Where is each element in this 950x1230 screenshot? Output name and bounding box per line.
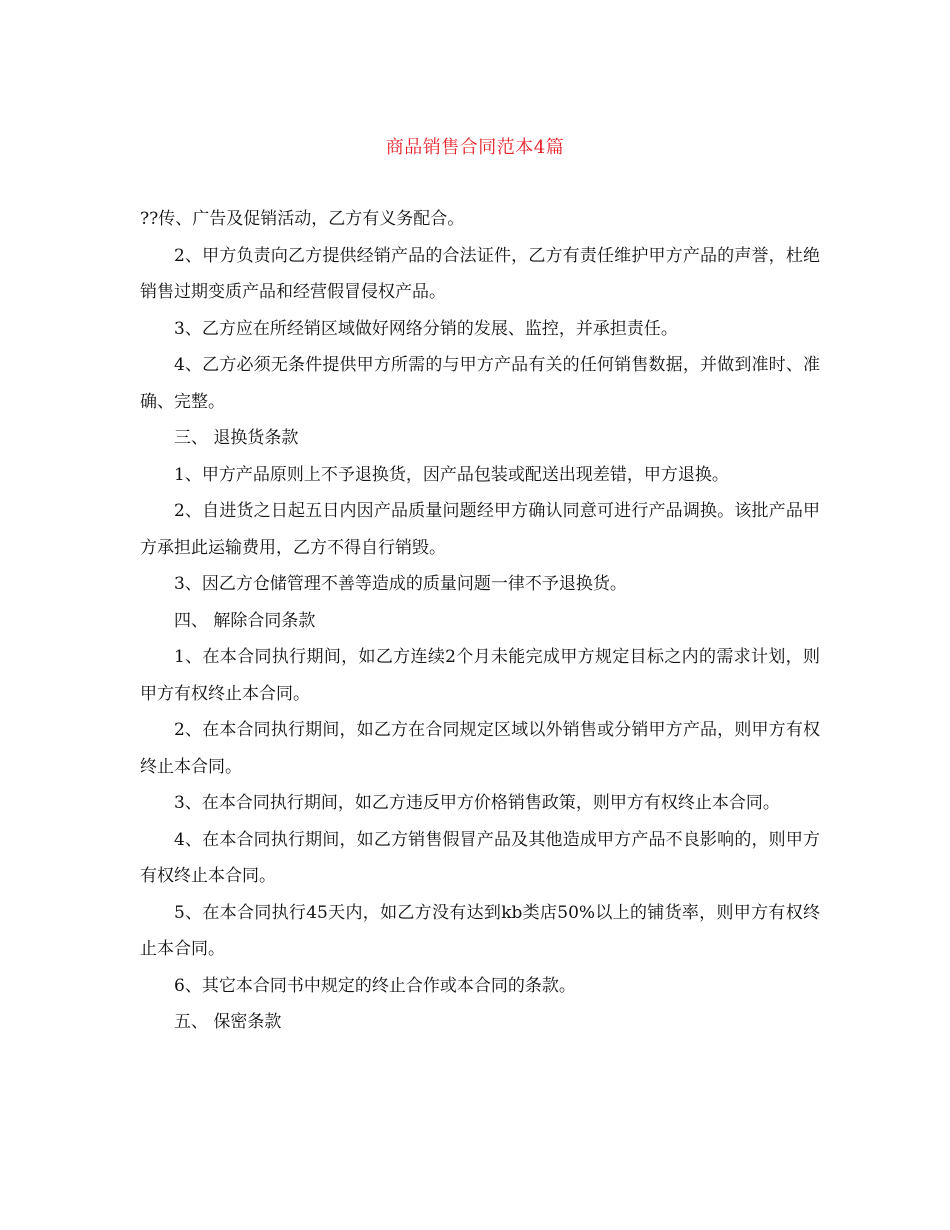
paragraph: 2、自进货之日起五日内因产品质量问题经甲方确认同意可进行产品调换。该批产品甲方承担此运输费用，乙方不得自行销毁。 (140, 501, 820, 558)
paragraph: 4、乙方必须无条件提供甲方所需的与甲方产品有关的任何销售数据，并做到准时、准确、完整。 (140, 355, 820, 412)
document-title: 商品销售合同范本4篇 (385, 137, 565, 158)
paragraph: 2、甲方负责向乙方提供经销产品的合法证件，乙方有责任维护甲方产品的声誉，杜绝销售过期变质产品和经营假冒侵权产品。 (140, 245, 820, 302)
section-heading: 四、 解除合同条款 (174, 610, 316, 631)
paragraph: 3、乙方应在所经销区域做好网络分销的发展、监控，并承担责任。 (174, 318, 678, 339)
paragraph: 1、在本合同执行期间，如乙方连续2个月未能完成甲方规定目标之内的需求计划，则甲方有权终止本合同。 (140, 647, 820, 704)
paragraph: 3、因乙方仓储管理不善等造成的质量问题一律不予退换货。 (174, 574, 627, 594)
paragraph: 5、在本合同执行45天内，如乙方没有达到kb类店50%以上的铺货率，则甲方有权终止本合同。 (140, 902, 820, 959)
paragraph: 4、在本合同执行期间，如乙方销售假冒产品及其他造成甲方产品不良影响的，则甲方有权终止本合同。 (140, 829, 820, 886)
section-heading: 五、 保密条款 (174, 1012, 282, 1032)
section-heading: 三、 退换货条款 (174, 428, 299, 448)
paragraph: 6、其它本合同书中规定的终止合作或本合同的条款。 (174, 975, 576, 996)
paragraph: 3、在本合同执行期间，如乙方违反甲方价格销售政策，则甲方有权终止本合同。 (174, 793, 780, 813)
document-body (140, 201, 820, 1041)
paragraph: 2、在本合同执行期间，如乙方在合同规定区域以外销售或分销甲方产品，则甲方有权终止本合同。 (140, 720, 820, 777)
paragraph: 1、甲方产品原则上不予退换货，因产品包装或配送出现差错，甲方退换。 (174, 464, 729, 485)
paragraph: ??传、广告及促销活动，乙方有义务配合。 (140, 209, 465, 229)
